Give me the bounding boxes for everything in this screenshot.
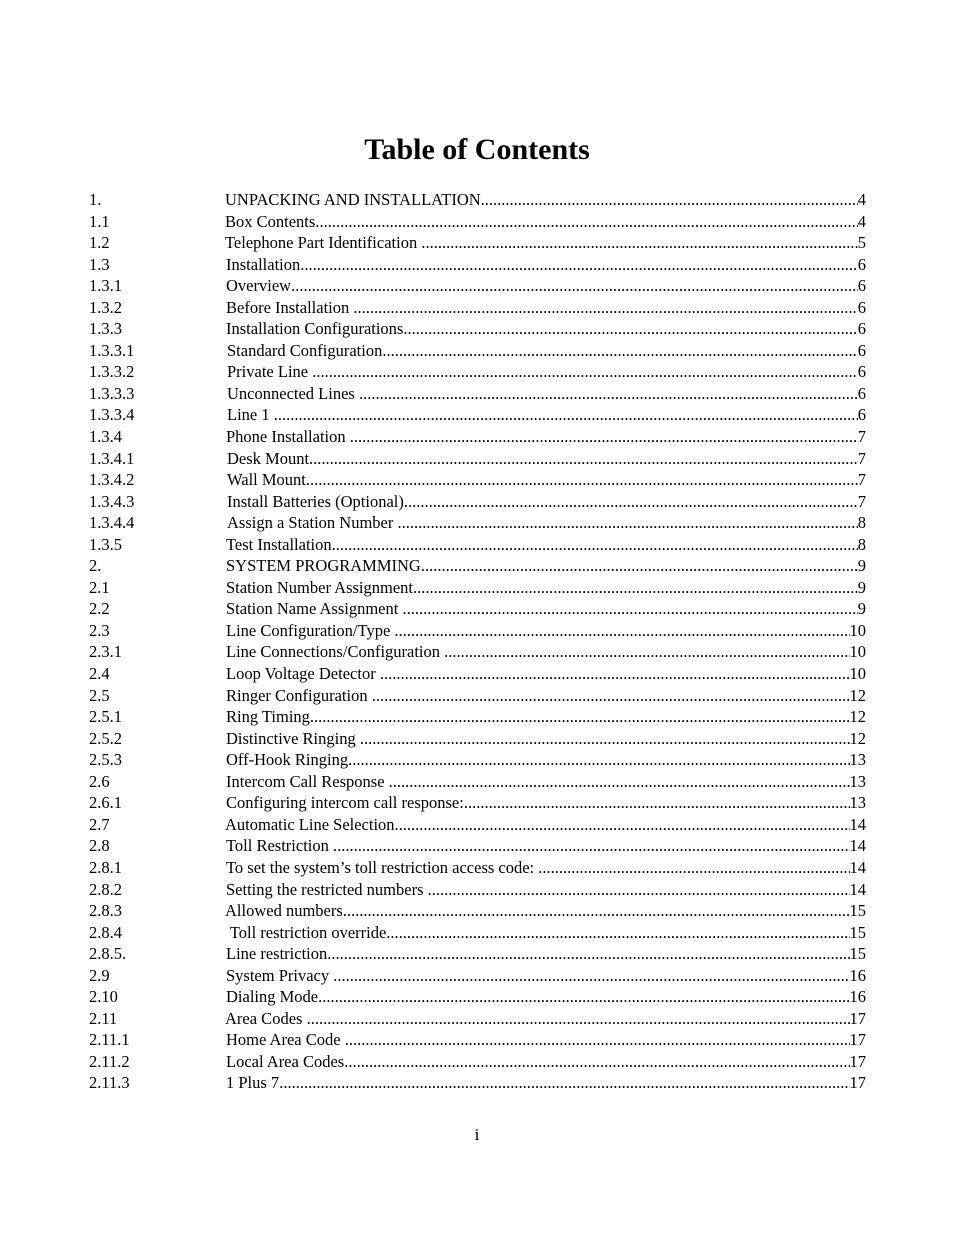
toc-entry-page: 6 [857, 405, 866, 425]
toc-entry-number: 1.3.3.3 [89, 383, 135, 403]
toc-entry-number: 2.8.3 [89, 901, 122, 921]
toc-entry-title: Ring Timing [226, 707, 310, 727]
toc-entry-number: 1.3.4.4 [89, 513, 135, 533]
toc-entry-line [225, 900, 866, 922]
toc-entry[interactable] [89, 792, 866, 814]
dot-leader [389, 771, 850, 793]
toc-entry[interactable] [89, 1051, 866, 1073]
toc-entry-title: UNPACKING AND INSTALLATION [225, 190, 481, 209]
dot-leader [274, 404, 858, 426]
toc-entry-title: Local Area Codes [226, 1051, 345, 1071]
dot-leader [421, 555, 858, 577]
toc-entry[interactable] [89, 857, 866, 879]
toc-entry-page: 5 [857, 233, 866, 253]
toc-entry[interactable] [89, 577, 866, 599]
toc-entry[interactable] [89, 835, 866, 857]
toc-entry-page: 13 [849, 750, 866, 770]
toc-entry-page: 16 [849, 987, 866, 1007]
toc-entry-title: Unconnected Lines [227, 383, 359, 403]
toc-entry-line [226, 792, 866, 814]
toc-entry-page: 16 [849, 965, 866, 985]
toc-entry-number: 1.3 [89, 254, 110, 274]
dot-leader [353, 297, 857, 319]
toc-entry-number: 1.3.5 [89, 534, 122, 554]
toc-entry[interactable] [89, 943, 866, 965]
toc-entry-page: 6 [857, 276, 866, 296]
toc-entry-line [226, 922, 866, 944]
dot-leader [309, 448, 858, 470]
toc-entry[interactable] [89, 728, 866, 750]
toc-entry-number: 2.3 [89, 620, 110, 640]
toc-entry-page: 17 [849, 1008, 866, 1028]
toc-entry-line [227, 491, 866, 513]
toc-entry-number: 2.5 [89, 685, 110, 705]
toc-entry-number: 2.3.1 [89, 642, 122, 662]
toc-entry-page: 17 [849, 1051, 866, 1071]
toc-entry-page: 6 [857, 254, 866, 274]
toc-entry[interactable] [89, 641, 866, 663]
toc-entry-page: 4 [857, 190, 866, 209]
toc-entry[interactable] [89, 663, 866, 685]
toc-entry-page: 14 [849, 857, 866, 877]
toc-entry[interactable] [89, 685, 866, 707]
toc-entry[interactable] [89, 620, 866, 642]
toc-entry[interactable] [89, 383, 866, 405]
table-of-contents [89, 189, 866, 1094]
dot-leader [291, 275, 858, 297]
toc-entry-line [226, 318, 866, 340]
toc-entry-line [225, 211, 866, 233]
toc-entry-line [227, 383, 866, 405]
toc-entry-page: 12 [849, 707, 866, 727]
toc-entry-line [226, 297, 866, 319]
toc-entry-line [226, 663, 866, 685]
toc-entry-title: Home Area Code [226, 1030, 345, 1050]
toc-entry-number: 1.3.3.2 [89, 362, 135, 382]
toc-entry-number: 2.2 [89, 599, 110, 619]
toc-entry-title: Box Contents [225, 211, 316, 231]
toc-entry-line [226, 986, 866, 1008]
toc-entry-number: 1.3.3.4 [89, 405, 135, 425]
dot-leader [315, 211, 857, 233]
toc-entry-title: Station Number Assignment [226, 577, 413, 597]
toc-entry-title: Configuring intercom call response: [226, 793, 464, 813]
dot-leader [402, 598, 857, 620]
toc-entry-title: Phone Installation [226, 427, 350, 447]
toc-entry-number: 2.5.3 [89, 750, 122, 770]
toc-entry[interactable] [89, 965, 866, 987]
toc-entry-number: 1.3.2 [89, 297, 122, 317]
toc-entry-title: Dialing Mode [226, 987, 319, 1007]
toc-entry-number: 1.3.4.1 [89, 448, 135, 468]
toc-entry-page: 17 [849, 1073, 866, 1093]
toc-entry-title: To set the system’s toll restriction access code: [226, 857, 539, 877]
toc-entry-line [227, 512, 866, 534]
toc-entry[interactable] [89, 275, 866, 297]
dot-leader [386, 922, 849, 944]
toc-entry-page: 14 [849, 814, 866, 834]
toc-entry-number: 2.6 [89, 771, 110, 791]
toc-entry-title: Station Name Assignment [226, 599, 403, 619]
toc-entry-line [226, 275, 866, 297]
toc-entry[interactable] [89, 749, 866, 771]
toc-entry-line [226, 555, 866, 577]
toc-entry-title: Before Installation [226, 297, 354, 317]
toc-entry-line [227, 340, 866, 362]
toc-entry-title: Toll restriction override [226, 922, 387, 942]
toc-entry-title: 1 Plus 7 [226, 1073, 280, 1093]
toc-entry-title: Desk Mount [227, 448, 310, 468]
toc-entry-number: 2.9 [89, 965, 110, 985]
toc-entry-page: 13 [849, 771, 866, 791]
toc-entry-title: Line Configuration/Type [226, 620, 395, 640]
toc-entry-number: 1.3.1 [89, 276, 122, 296]
toc-entry-page: 6 [857, 340, 866, 360]
toc-entry-number: 2.8 [89, 836, 110, 856]
toc-entry-line [226, 749, 866, 771]
toc-entry-number: 1.3.3.1 [89, 340, 135, 360]
dot-leader [421, 232, 857, 254]
toc-entry-line [226, 857, 866, 879]
dot-leader [372, 685, 850, 707]
toc-entry-number: 2.5.1 [89, 707, 122, 727]
toc-entry-title: Automatic Line Selection [225, 814, 395, 834]
toc-entry-title: Install Batteries (Optional) [227, 491, 404, 511]
dot-leader [312, 361, 858, 383]
toc-entry-title: Setting the restricted numbers [226, 879, 428, 899]
toc-entry[interactable] [89, 340, 866, 362]
dot-leader [310, 706, 850, 728]
toc-entry-title: Area Codes [225, 1008, 307, 1028]
toc-entry-title: Installation [226, 254, 301, 274]
toc-entry[interactable] [89, 232, 866, 254]
dot-leader [360, 728, 850, 750]
toc-entry-number: 1.3.4.2 [89, 470, 135, 490]
toc-entry-line [226, 534, 866, 556]
toc-entry-line [227, 469, 866, 491]
toc-entry-number: 2.8.5. [89, 944, 127, 964]
toc-entry-page: 8 [857, 534, 866, 554]
dot-leader [413, 577, 858, 599]
page-number: i [474, 1125, 480, 1144]
toc-entry-number: 1.1 [89, 211, 110, 231]
dot-leader [300, 254, 858, 276]
toc-entry[interactable] [89, 1072, 866, 1094]
toc-entry-page: 9 [857, 556, 866, 576]
toc-entry-number: 2.4 [89, 664, 110, 684]
toc-entry-line [227, 404, 866, 426]
toc-entry-number: 1.3.4.3 [89, 491, 135, 511]
toc-entry-number: 2.11 [89, 1008, 118, 1028]
toc-entry[interactable] [89, 189, 866, 211]
dot-leader [344, 1051, 849, 1073]
toc-entry-line [226, 685, 866, 707]
toc-entry-page: 9 [857, 577, 866, 597]
toc-entry-title: Telephone Part Identification [225, 233, 422, 253]
toc-entry-line [225, 232, 866, 254]
toc-entry-number: 2.11.3 [89, 1073, 130, 1093]
toc-entry-number: 2.5.2 [89, 728, 122, 748]
dot-leader [307, 1008, 850, 1030]
toc-entry[interactable] [89, 512, 866, 534]
toc-entry-title: Distinctive Ringing [226, 728, 360, 748]
toc-entry-title: SYSTEM PROGRAMMING [226, 556, 421, 576]
toc-entry-title: Assign a Station Number [227, 513, 398, 533]
toc-entry-page: 17 [849, 1030, 866, 1050]
toc-entry-page: 9 [857, 599, 866, 619]
toc-entry[interactable] [89, 555, 866, 577]
toc-entry-page: 15 [849, 922, 866, 942]
toc-entry-title: Line 1 [227, 405, 274, 425]
toc-entry-title: Test Installation [226, 534, 332, 554]
toc-entry-page: 7 [857, 427, 866, 447]
toc-entry[interactable] [89, 534, 866, 556]
toc-entry[interactable] [89, 922, 866, 944]
toc-entry-line [226, 835, 866, 857]
dot-leader [380, 663, 850, 685]
toc-entry-number: 2.10 [89, 987, 118, 1007]
toc-entry-title: Loop Voltage Detector [226, 664, 380, 684]
toc-entry[interactable] [89, 900, 866, 922]
toc-entry-title: System Privacy [226, 965, 334, 985]
toc-entry[interactable] [89, 706, 866, 728]
toc-entry-page: 14 [849, 879, 866, 899]
toc-entry-number: 2. [89, 556, 102, 576]
toc-entry-number: 2.1 [89, 577, 110, 597]
toc-entry-page: 8 [857, 513, 866, 533]
dot-leader [318, 986, 849, 1008]
dot-leader [398, 512, 858, 534]
toc-entry-title: Overview [226, 276, 292, 296]
toc-entry[interactable] [89, 598, 866, 620]
dot-leader [359, 383, 858, 405]
toc-entry-page: 6 [857, 319, 866, 339]
toc-entry-title: Toll Restriction [226, 836, 334, 856]
toc-entry-page: 4 [857, 211, 866, 231]
toc-entry-page: 10 [849, 620, 866, 640]
toc-entry-line [225, 814, 866, 836]
dot-leader [345, 1029, 850, 1051]
dot-leader [394, 620, 849, 642]
dot-leader [464, 792, 850, 814]
toc-entry[interactable] [89, 986, 866, 1008]
toc-entry-number: 1.3.3 [89, 319, 122, 339]
dot-leader [350, 426, 858, 448]
toc-entry-page: 6 [857, 383, 866, 403]
dot-leader [428, 879, 850, 901]
toc-entry-title: Ringer Configuration [226, 685, 372, 705]
dot-leader [327, 943, 849, 965]
toc-entry-line [226, 254, 866, 276]
toc-entry-page: 14 [849, 836, 866, 856]
toc-entry[interactable] [89, 1029, 866, 1051]
toc-entry-line [226, 1051, 866, 1073]
toc-entry-line [226, 943, 866, 965]
toc-entry-number: 2.8.2 [89, 879, 122, 899]
toc-entry-line [226, 1029, 866, 1051]
toc-entry[interactable] [89, 361, 866, 383]
toc-entry-page: 15 [849, 901, 866, 921]
toc-entry-page: 10 [849, 642, 866, 662]
dot-leader [382, 340, 857, 362]
toc-entry[interactable] [89, 448, 866, 470]
toc-entry-title: Wall Mount [227, 470, 306, 490]
toc-entry[interactable] [89, 254, 866, 276]
dot-leader [343, 900, 850, 922]
toc-entry-number: 1. [89, 190, 102, 209]
toc-entry-line [226, 879, 866, 901]
toc-entry-page: 15 [849, 944, 866, 964]
toc-entry-line [225, 189, 866, 211]
toc-entry[interactable] [89, 318, 866, 340]
toc-entry-title: Line Connections/Configuration [226, 642, 445, 662]
toc-entry-line [226, 965, 866, 987]
toc-entry-line [226, 598, 866, 620]
toc-entry-title: Private Line [227, 362, 313, 382]
toc-entry-title: Standard Configuration [227, 340, 383, 360]
toc-entry[interactable] [89, 491, 866, 513]
toc-entry-line [226, 728, 866, 750]
toc-entry-line [226, 620, 866, 642]
toc-entry-page: 12 [849, 685, 866, 705]
dot-leader [538, 857, 849, 879]
dot-leader [279, 1072, 849, 1094]
dot-leader [444, 641, 849, 663]
dot-leader [333, 965, 849, 987]
toc-entry[interactable] [89, 1008, 866, 1030]
toc-entry-page: 12 [849, 728, 866, 748]
toc-entry[interactable] [89, 469, 866, 491]
toc-entry-number: 1.3.4 [89, 427, 122, 447]
toc-entry[interactable] [89, 814, 866, 836]
toc-entry-number: 2.11.2 [89, 1051, 130, 1071]
toc-entry-line [226, 577, 866, 599]
dot-leader [481, 189, 858, 211]
toc-entry-title: Installation Configurations [226, 319, 404, 339]
dot-leader [332, 534, 858, 556]
toc-entry-number: 2.6.1 [89, 793, 122, 813]
toc-entry[interactable] [89, 211, 866, 233]
dot-leader [333, 835, 849, 857]
toc-entry-line [227, 448, 866, 470]
dot-leader [348, 749, 849, 771]
toc-entry[interactable] [89, 297, 866, 319]
toc-entry-page: 10 [849, 664, 866, 684]
toc-entry-page: 6 [857, 297, 866, 317]
toc-entry-number: 2.7 [89, 814, 110, 834]
toc-entry-number: 1.2 [89, 233, 110, 253]
dot-leader [403, 318, 857, 340]
toc-entry[interactable] [89, 426, 866, 448]
toc-entry-page: 6 [857, 362, 866, 382]
toc-entry-title: Off-Hook Ringing [226, 750, 349, 770]
toc-entry-title: Intercom Call Response [226, 771, 389, 791]
toc-entry-line [225, 1008, 866, 1030]
dot-leader [395, 814, 850, 836]
toc-entry-line [226, 1072, 866, 1094]
toc-entry-line [226, 641, 866, 663]
toc-entry-page: 7 [857, 448, 866, 468]
toc-entry-line [226, 706, 866, 728]
toc-entry-number: 2.8.1 [89, 857, 122, 877]
toc-entry-page: 7 [857, 491, 866, 511]
toc-entry-title: Line restriction [226, 944, 328, 964]
toc-entry-title: Allowed numbers [225, 901, 343, 921]
toc-entry[interactable] [89, 879, 866, 901]
toc-entry-page: 7 [857, 470, 866, 490]
toc-entry-line [226, 426, 866, 448]
toc-entry-line [227, 361, 866, 383]
toc-entry[interactable] [89, 404, 866, 426]
toc-entry-number: 2.8.4 [89, 922, 122, 942]
toc-entry-number: 2.11.1 [89, 1030, 130, 1050]
toc-entry[interactable] [89, 771, 866, 793]
dot-leader [306, 469, 858, 491]
page-title: Table of Contents [364, 133, 590, 166]
toc-entry-page: 13 [849, 793, 866, 813]
dot-leader [404, 491, 858, 513]
toc-entry-line [226, 771, 866, 793]
